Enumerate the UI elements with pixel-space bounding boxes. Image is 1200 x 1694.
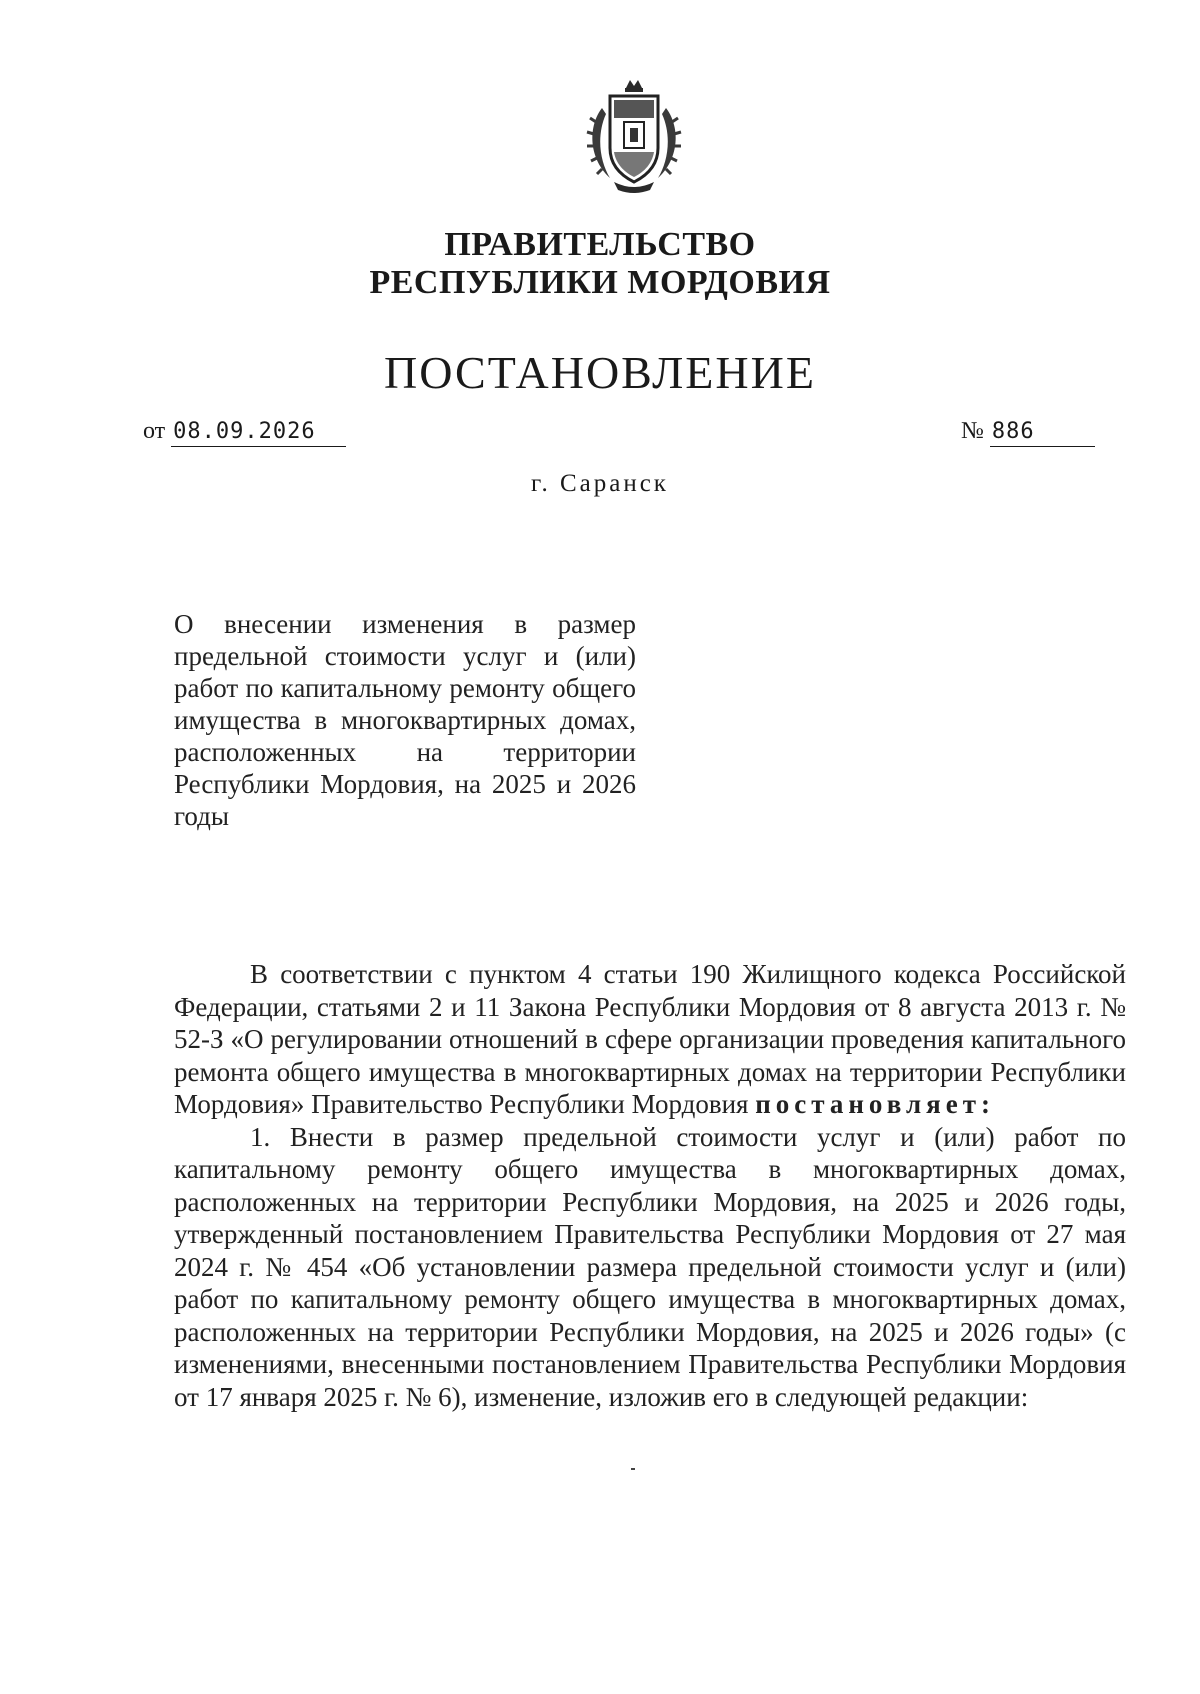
number-prefix: № <box>961 418 984 444</box>
item-1-paragraph: 1. Внести в размер предельной стоимости услуг и (или) работ по капитальному ремонту общего имущества в многоквартирных домах, расположенных на территории Республики Мордовия, на 2025 и 2026 годы, утвержденный постановлением Правительства Республики Мордовия от 27 мая 2024 г. № 454 «Об установлении размера предельной стоимости услуг и (или) работ по капитальному ремонту общего имущества в многоквартирных домах, расположенных на территории Республики Мордовия, на 2025 и 2026 годы» (с изменениями, внесенными постановлением Правительства Республики Мордовия от 17 января 2025 г. № 6), изменение, изложив его в следующей редакции: <box>174 1121 1126 1412</box>
org-name-line1: ПРАВИТЕЛЬСТВО <box>444 226 756 263</box>
preamble-paragraph <box>174 958 1126 1121</box>
date-field <box>143 418 346 447</box>
document-body <box>174 958 1126 1413</box>
preamble-text: В соответствии с пунктом 4 статьи 190 Жилищного кодекса Российской Федерации, статьями 2 и 11 Закона Республики Мордовия от 8 августа 2013 г. № 52-З «О регулировании отношений в сфере организации проведения капитального ремонта общего имущества в многоквартирных домах на территории Республики Мордовия» Правительство Республики Мордовия <box>174 959 1126 1119</box>
document-subject: О внесении изменения в размер предельной стоимости услуг и (или) работ по капитальному ремонту общего имущества в многоквартирных домах, расположенных на территории Республики Мордовия, на 2025 и 2026 годы <box>174 609 636 831</box>
decree-word: постановляет: <box>755 1089 995 1119</box>
date-prefix: от <box>143 418 166 444</box>
date-value: 08.09.2026 <box>171 419 345 447</box>
number-field <box>961 418 1095 447</box>
scan-mark <box>631 1468 635 1470</box>
document-type: ПОСТАНОВЛЕНИЕ <box>384 347 816 398</box>
city-line: г. Саранск <box>531 470 669 497</box>
number-value: 886 <box>990 419 1095 447</box>
org-name-line2: РЕСПУБЛИКИ МОРДОВИЯ <box>369 264 831 301</box>
mordovia-coat-of-arms-icon <box>580 78 688 196</box>
